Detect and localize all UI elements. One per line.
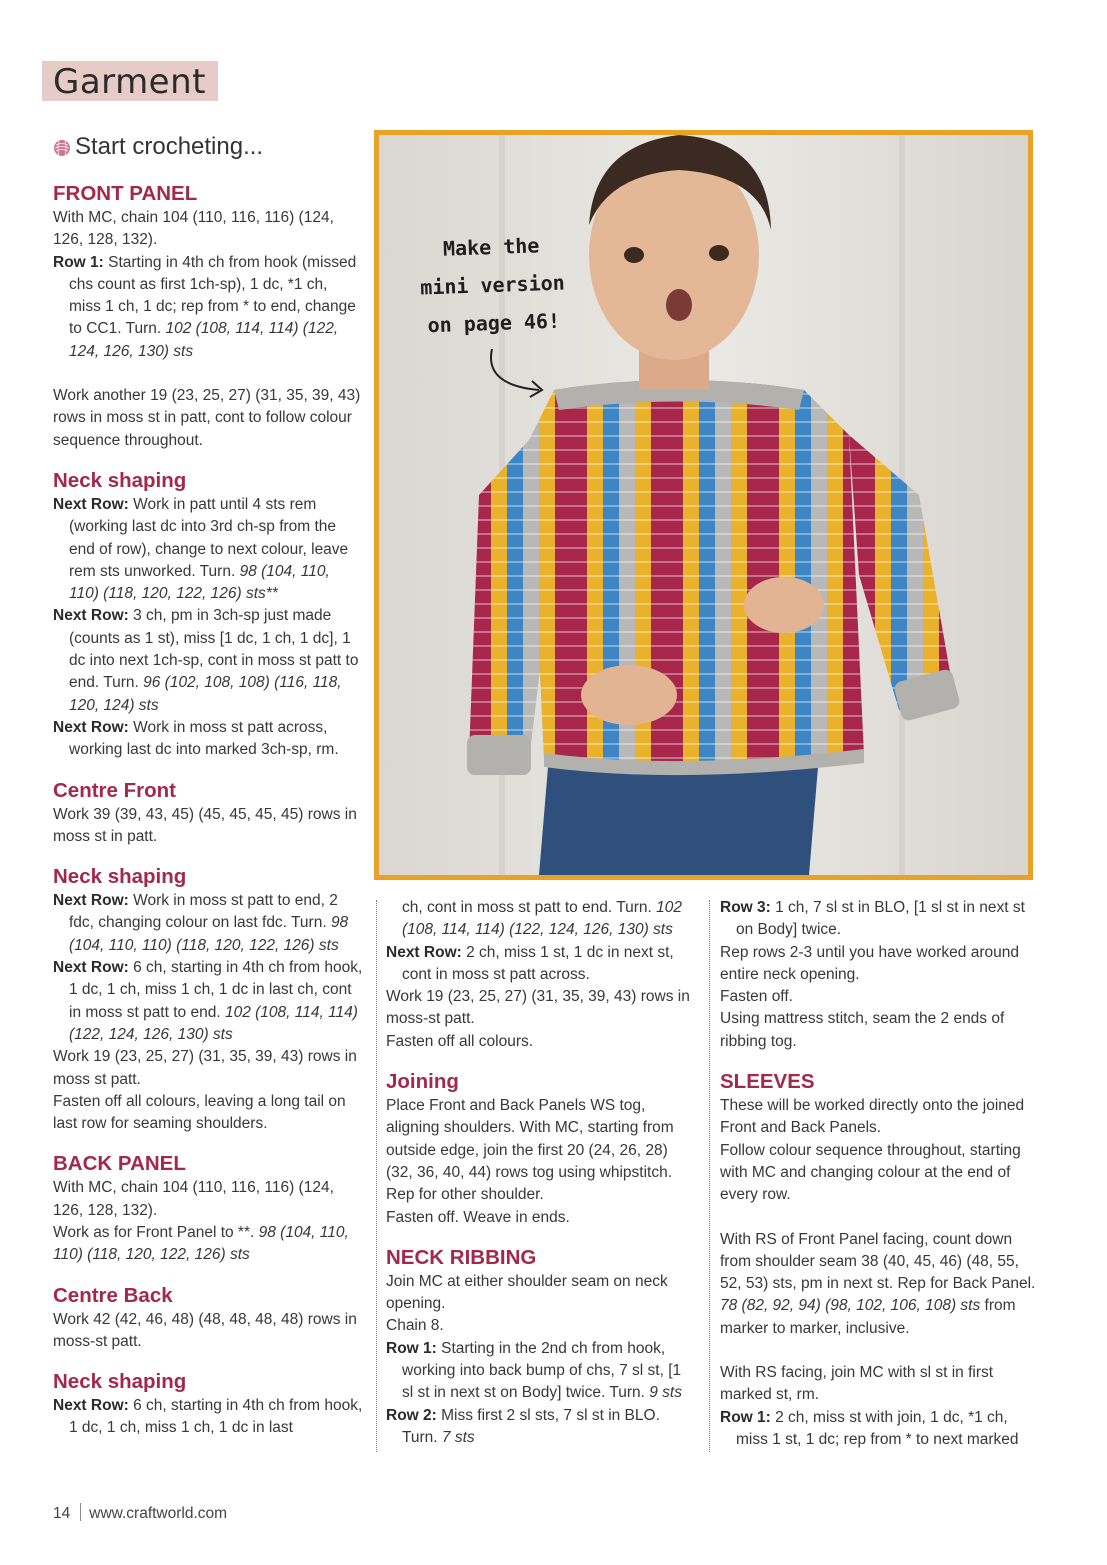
sleeves-text-4: With RS facing, join MC with sl st in first marked st, rm. (720, 1364, 994, 1404)
website-link[interactable]: www.craftworld.com (89, 1505, 228, 1522)
neck3-row-1: Next Row: 6 ch, starting in 4th ch from hook, 1 dc, 1 ch, miss 1 ch, 1 dc in last (53, 1397, 363, 1437)
back-panel-chain: With MC, chain 104 (110, 116, 116) (124, 126, 128, 132). (53, 1179, 334, 1219)
column-3 (720, 897, 1038, 1451)
column-1 (53, 182, 363, 1440)
annotation-line-1: Make the (442, 233, 540, 261)
centre-back-text: Work 42 (42, 46, 48) (48, 48, 48, 48) rows in moss-st patt. (53, 1310, 357, 1350)
col2-continuation: ch, cont in moss st patt to end. Turn. 102 (108, 114, 114) (122, 124, 126, 130) sts (402, 899, 683, 939)
joining-rep: Rep for other shoulder. (386, 1186, 544, 1204)
footer-divider (80, 1503, 81, 1521)
neck1-row-2: Next Row: 3 ch, pm in 3ch-sp just made (counts as 1 st), miss [1 dc, 1 ch, 1 dc], 1 dc into next 1ch-sp, cont in moss st patt to end. Turn. 96 (102, 108, 108) (116, 118, 120, 124) sts (53, 607, 359, 714)
neck-ribbing-text: Join MC at either shoulder seam on neck opening. (386, 1272, 668, 1313)
arrow-icon (484, 345, 564, 405)
column-divider-2 (709, 900, 710, 1452)
neck2-row-1: Next Row: Work in moss st patt to end, 2 fdc, changing colour on last fdc. Turn. 98 (104, 110, 110) (118, 120, 122, 126) sts (53, 892, 349, 954)
column-2 (386, 897, 696, 1449)
page-footer (53, 1503, 227, 1523)
annotation-line-3: on page 46! (427, 308, 561, 338)
heading-joining: Joining (386, 1070, 459, 1094)
ribbing-row-3: Row 3: 1 ch, 7 sl st in BLO, [1 sl st in next st on Body] twice. (720, 899, 1025, 939)
photo-annotation (403, 225, 582, 345)
neck1-row-1: Next Row: Work in patt until 4 sts rem (working last dc into 3rd ch-sp from the end of row), change to next colour, leave rem sts unworked. Turn. 98 (104, 110, 110) (118, 120, 122, 126) sts** (53, 495, 349, 603)
annotation-line-2: mini version (419, 270, 566, 300)
yarn-ball-icon (53, 139, 71, 157)
heading-neck-shaping-2: Neck shaping (53, 865, 187, 889)
heading-front-panel: FRONT PANEL (53, 182, 198, 205)
page-number: 14 (53, 1505, 71, 1522)
back-panel-work: Work as for Front Panel to **. 98 (104, 110, 110) (118, 120, 122, 126) sts (53, 1223, 349, 1264)
neck-ribbing-chain: Chain 8. (386, 1317, 444, 1335)
front-panel-chain: With MC, chain 104 (110, 116, 116) (124, 126, 128, 132). (53, 209, 334, 249)
neck1-row-3: Next Row: Work in moss st patt across, working last dc into marked 3ch-sp, rm. (53, 718, 339, 759)
sleeves-row-1: Row 1: 2 ch, miss st with join, 1 dc, *1 ch, miss 1 st, 1 dc; rep from * to next marked (720, 1408, 1019, 1448)
heading-neck-ribbing: NECK RIBBING (386, 1245, 537, 1269)
front-panel-work: Work another 19 (23, 25, 27) (31, 35, 39, 43) rows in moss st in patt, cont to follow colour sequence throughout. (53, 387, 361, 449)
ribbing-fasten: Fasten off. (720, 988, 793, 1006)
front-panel-row-1: Row 1: Starting in 4th ch from hook (missed chs count as first 1ch-sp), 1 dc, *1 ch, miss 1 ch, 1 dc; rep from * to end, change to CC1. Turn. 102 (108, 114, 114) (122, 124, 126, 130) sts (53, 253, 357, 360)
col2-next-row: Next Row: 2 ch, miss 1 st, 1 dc in next st, cont in moss st patt across. (386, 943, 674, 983)
sleeves-text-2: Follow colour sequence throughout, starting with MC and changing colour at the end of every row. (720, 1141, 1021, 1204)
sleeves-text-3: With RS of Front Panel facing, count down from shoulder seam 38 (40, 45, 46) (48, 55, 52, 53) sts, pm in next st. Rep for Back Panel. 78 (82, 92, 94) (98, 102, 106, 108) sts from marker to marker, inclusive. (720, 1230, 1036, 1337)
centre-front-text: Work 39 (39, 43, 45) (45, 45, 45, 45) rows in moss st in patt. (53, 805, 357, 845)
col2-work: Work 19 (23, 25, 27) (31, 35, 39, 43) rows in moss-st patt. (386, 988, 690, 1028)
heading-centre-front: Centre Front (53, 778, 176, 802)
neck-ribbing-row-1: Row 1: Starting in the 2nd ch from hook, working into back bump of chs, 7 sl st, [1 sl st in next st on Body] twice. Turn. 9 sts (386, 1339, 682, 1402)
heading-back-panel: BACK PANEL (53, 1152, 186, 1176)
start-heading-text: Start crocheting... (75, 133, 264, 160)
ribbing-rep: Rep rows 2-3 until you have worked around entire neck opening. (720, 943, 1019, 983)
joining-fasten: Fasten off. Weave in ends. (386, 1208, 570, 1226)
neck-ribbing-row-2: Row 2: Miss first 2 sl sts, 7 sl st in BLO. Turn. 7 sts (386, 1406, 660, 1446)
heading-neck-shaping-1: Neck shaping (53, 468, 187, 492)
neck2-fasten: Fasten off all colours, leaving a long tail on last row for seaming shoulders. (53, 1092, 346, 1133)
heading-neck-shaping-3: Neck shaping (53, 1370, 187, 1394)
neck2-row-2: Next Row: 6 ch, starting in 4th ch from hook, 1 dc, 1 ch, miss 1 ch, 1 dc in last ch, cont in moss st patt to end. 102 (108, 114, 114) (122, 124, 126, 130) sts (53, 959, 363, 1043)
ribbing-seam: Using mattress stitch, seam the 2 ends of ribbing tog. (720, 1010, 1005, 1050)
column-divider-1 (376, 900, 377, 1452)
joining-text: Place Front and Back Panels WS tog, aligning shoulders. With MC, starting from outside edge, join the first 20 (24, 26, 28) (32, 36, 40, 44) rows tog using whipstitch. (386, 1097, 674, 1181)
section-tag-label: Garment (53, 62, 206, 102)
sleeves-text-1: These will be worked directly onto the joined Front and Back Panels. (720, 1097, 1025, 1137)
heading-centre-back: Centre Back (53, 1283, 173, 1307)
col2-fasten: Fasten off all colours. (386, 1032, 534, 1050)
heading-sleeves: SLEEVES (720, 1070, 815, 1094)
section-tag (42, 61, 218, 101)
neck2-work: Work 19 (23, 25, 27) (31, 35, 39, 43) rows in moss st patt. (53, 1048, 357, 1088)
